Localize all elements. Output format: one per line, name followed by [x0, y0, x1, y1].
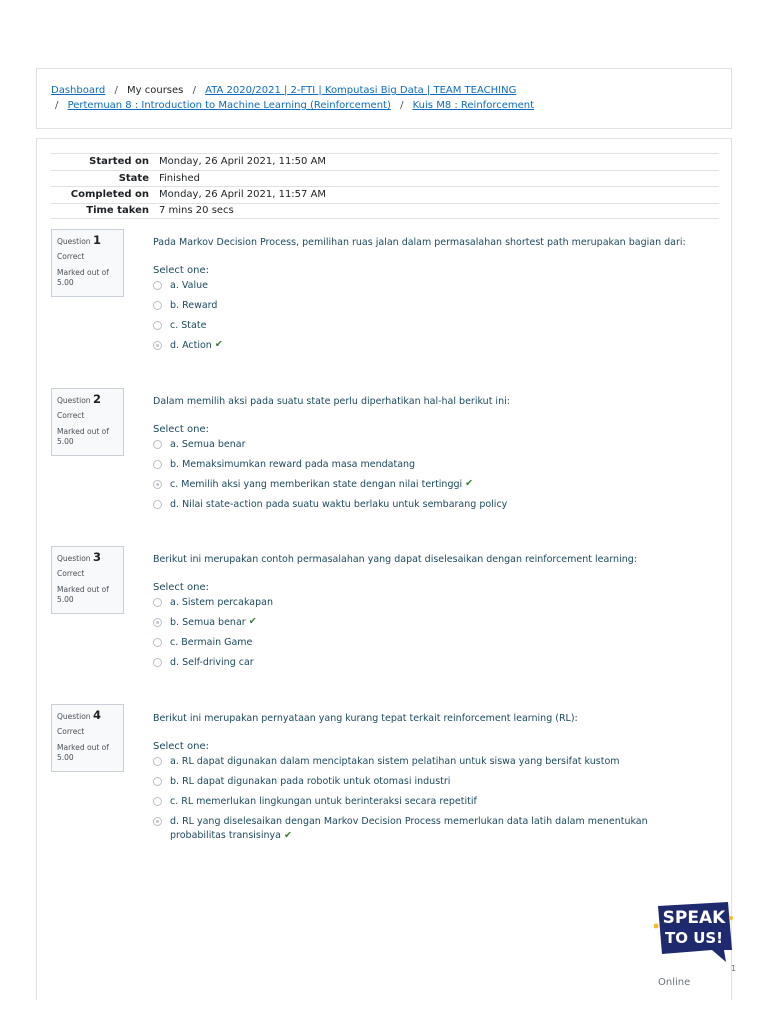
question-state: Correct [57, 727, 85, 736]
page-number: 1 [731, 964, 737, 973]
correct-check-icon: ✔ [283, 830, 292, 841]
question-state: Correct [57, 411, 85, 420]
quiz-review-card [36, 138, 732, 1000]
answer-label: b. Memaksimumkan reward pada masa mendatang [170, 459, 416, 470]
marked-out-of-value: 5.00 [57, 753, 74, 762]
select-one-label: Select one: [153, 424, 210, 435]
question-text: Berikut ini merupakan contoh permasalahan yang dapat diselesaikan dengan reinforcement learning: [153, 554, 637, 565]
answer-option[interactable] [153, 596, 723, 616]
question-number: 1 [92, 233, 101, 247]
breadcrumb-separator: / [114, 85, 118, 96]
answer-label: c. RL memerlukan lingkungan untuk berinteraksi secara repetitif [170, 796, 477, 807]
answer-label-text: d. RL yang diselesaikan dengan Markov Decision Process memerlukan data latih dalam menentukan probabilitas transisinya [170, 816, 648, 841]
radio-button[interactable] [153, 777, 162, 786]
correct-check-icon: ✔ [248, 616, 257, 627]
radio-button[interactable] [153, 440, 162, 449]
badge-line-2: TO US! [664, 929, 724, 947]
answer-label: b. Reward [170, 300, 218, 311]
question-info-box [51, 388, 124, 456]
answer-label: d. Action [170, 340, 212, 351]
question-content [153, 712, 723, 843]
question-word: Question [57, 396, 91, 405]
question-word: Question [57, 237, 91, 246]
select-one-label: Select one: [153, 741, 210, 752]
summary-label: Started on [89, 156, 149, 168]
radio-button[interactable] [153, 281, 162, 290]
question-content [153, 236, 723, 359]
radio-button-checked[interactable] [153, 341, 162, 350]
badge-line-1: SPEAK [662, 908, 726, 928]
breadcrumb-separator: / [55, 100, 59, 111]
breadcrumb-row-2 [51, 98, 731, 113]
answer-list [153, 755, 723, 843]
answer-option[interactable] [153, 438, 723, 458]
question-content [153, 553, 723, 676]
question-info-box [51, 704, 124, 772]
breadcrumb-my-courses: My courses [127, 85, 184, 96]
summary-label: Completed on [70, 189, 149, 201]
answer-option-selected[interactable] [153, 478, 723, 498]
marked-out-of-value: 5.00 [57, 437, 74, 446]
answer-label: a. Sistem percakapan [170, 597, 273, 608]
question-content [153, 395, 723, 518]
answer-label: a. Value [170, 280, 208, 291]
question-text: Pada Markov Decision Process, pemilihan ruas jalan dalam permasalahan shortest path merupakan bagian dari: [153, 237, 686, 248]
question-text: Dalam memilih aksi pada suatu state perlu diperhatikan hal-hal berikut ini: [153, 396, 510, 407]
answer-option[interactable] [153, 319, 723, 339]
radio-button[interactable] [153, 321, 162, 330]
marked-out-of-value: 5.00 [57, 278, 74, 287]
answer-option[interactable] [153, 299, 723, 319]
answer-label: c. State [170, 320, 207, 331]
correct-check-icon: ✔ [214, 339, 223, 350]
summary-label: State [118, 172, 149, 184]
answer-option[interactable] [153, 775, 723, 795]
summary-value: Finished [159, 172, 200, 184]
answer-list [153, 279, 723, 359]
answer-option[interactable] [153, 498, 723, 518]
answer-option[interactable] [153, 795, 723, 815]
marked-out-of-label: Marked out of [57, 268, 109, 277]
answer-label: d. Self-driving car [170, 657, 254, 668]
radio-button-checked[interactable] [153, 817, 162, 826]
question-number: 3 [92, 550, 101, 564]
summary-row-state [51, 170, 719, 187]
question-number: 4 [92, 708, 101, 722]
radio-button[interactable] [153, 460, 162, 469]
question-number: 2 [92, 392, 101, 406]
answer-option-selected[interactable] [153, 339, 723, 359]
breadcrumb-separator: / [192, 85, 196, 96]
answer-option[interactable] [153, 636, 723, 656]
answer-option[interactable] [153, 458, 723, 478]
answer-label: a. RL dapat digunakan dalam menciptakan sistem pelatihan untuk siswa yang bersifat kustom [170, 756, 620, 767]
speak-to-us-badge[interactable] [654, 900, 734, 962]
radio-button-checked[interactable] [153, 480, 162, 489]
correct-check-icon: ✔ [465, 478, 474, 489]
breadcrumb-quiz-link[interactable]: Kuis M8 : Reinforcement [412, 100, 535, 111]
radio-button[interactable] [153, 301, 162, 310]
radio-button[interactable] [153, 757, 162, 766]
answer-option[interactable] [153, 656, 723, 676]
radio-button-checked[interactable] [153, 618, 162, 627]
summary-value: Monday, 26 April 2021, 11:57 AM [159, 189, 327, 201]
answer-label: b. RL dapat digunakan pada robotik untuk otomasi industri [170, 776, 451, 787]
breadcrumb-dashboard-link[interactable]: Dashboard [51, 85, 106, 96]
radio-button[interactable] [153, 658, 162, 667]
answer-option[interactable] [153, 279, 723, 299]
summary-label: Time taken [86, 205, 149, 217]
select-one-label: Select one: [153, 582, 210, 593]
radio-button[interactable] [153, 598, 162, 607]
question-text: Berikut ini merupakan pernyataan yang kurang tepat terkait reinforcement learning (RL): [153, 713, 578, 724]
answer-option-selected[interactable] [153, 815, 723, 843]
marked-out-of-label: Marked out of [57, 743, 109, 752]
question-state: Correct [57, 252, 85, 261]
radio-button[interactable] [153, 500, 162, 509]
breadcrumb-course-link[interactable]: ATA 2020/2021 | 2-FTI | Komputasi Big Data | TEAM TEACHING [205, 85, 517, 96]
radio-button[interactable] [153, 797, 162, 806]
attempt-summary-table [51, 153, 719, 219]
answer-label: d. Nilai state-action pada suatu waktu berlaku untuk sembarang policy [170, 499, 508, 510]
breadcrumb-separator: / [400, 100, 404, 111]
question-state: Correct [57, 569, 85, 578]
question-info-box [51, 229, 124, 297]
summary-value: Monday, 26 April 2021, 11:50 AM [159, 156, 327, 168]
breadcrumb-section-link[interactable]: Pertemuan 8 : Introduction to Machine Learning (Reinforcement) [67, 100, 391, 111]
breadcrumb-row-1 [51, 83, 731, 98]
summary-value: 7 mins 20 secs [159, 205, 234, 217]
answer-option[interactable] [153, 755, 723, 775]
breadcrumb [36, 68, 732, 129]
marked-out-of-label: Marked out of [57, 427, 109, 436]
summary-row-started [51, 153, 719, 170]
select-one-label: Select one: [153, 265, 210, 276]
answer-label: c. Memilih aksi yang memberikan state dengan nilai tertinggi [170, 479, 463, 490]
summary-row-time-taken [51, 203, 719, 220]
marked-out-of-label: Marked out of [57, 585, 109, 594]
summary-row-completed [51, 186, 719, 203]
radio-button[interactable] [153, 638, 162, 647]
answer-list [153, 596, 723, 676]
answer-list [153, 438, 723, 518]
answer-option-selected[interactable] [153, 616, 723, 636]
question-word: Question [57, 554, 91, 563]
answer-label: c. Bermain Game [170, 637, 253, 648]
answer-label [170, 815, 680, 843]
marked-out-of-value: 5.00 [57, 595, 74, 604]
question-word: Question [57, 712, 91, 721]
answer-label: a. Semua benar [170, 439, 246, 450]
question-info-box [51, 546, 124, 614]
online-status: Online [658, 977, 691, 988]
answer-label: b. Semua benar [170, 617, 246, 628]
